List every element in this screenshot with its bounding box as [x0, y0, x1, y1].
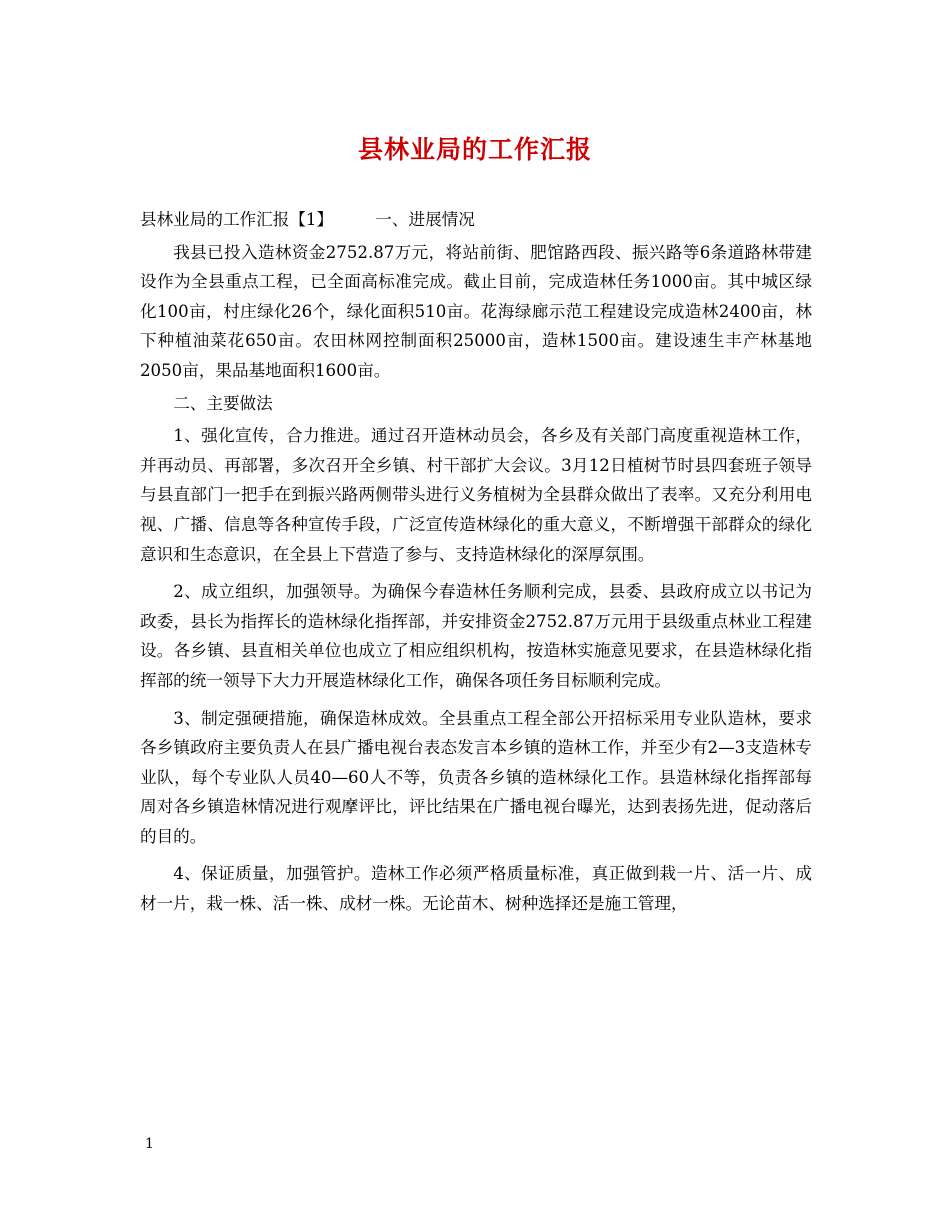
paragraph-quality: 4、保证质量，加强管护。造林工作必须严格质量标准，真正做到栽一片、活一片、成材一片，栽一株、活一株、成材一株。无论苗木、树种选择还是施工管理， [140, 864, 812, 914]
paragraph-measures: 3、制定强硬措施，确保造林成效。全县重点工程全部公开招标采用专业队造林，要求各乡镇政府主要负责人在县广播电视台表态发言本乡镇的造林工作，并至少有2—3支造林专业队，每个专业队人员40—60人不等，负责各乡镇的造林绿化工作。县造林绿化指挥部每周对各乡镇造林情况进行观摩评比，评比结果在广播电视台曝光，达到表扬先进，促动落后的目的。 [140, 708, 812, 846]
page-number: 1 [145, 1136, 154, 1152]
document-body [140, 205, 812, 919]
paragraph-publicity: 1、强化宣传，合力推进。通过召开造林动员会，各乡及有关部门高度重视造林工作，并再动员、再部署，多次召开全乡镇、村干部扩大会议。3月12日植树节时县四套班子领导与县直部门一把手在到振兴路两侧带头进行义务植树为全县群众做出了表率。又充分利用电视、广播、信息等各种宣传手段，广泛宣传造林绿化的重大意义，不断增强干部群众的绿化意识和生态意识，在全县上下营造了参与、支持造林绿化的深厚氛围。 [140, 426, 812, 564]
section1-heading: 一、进展情况 [375, 210, 475, 229]
paragraph-organization: 2、成立组织，加强领导。为确保今春造林任务顺利完成，县委、县政府成立以书记为政委，县长为指挥长的造林绿化指挥部，并安排资金2752.87万元用于县级重点林业工程建设。各乡镇、县直相关单位也成立了相应组织机构，按造林实施意见要求，在县造林绿化指挥部的统一领导下大力开展造林绿化工作，确保各项任务目标顺利完成。 [140, 582, 812, 690]
document-title: 县林业局的工作汇报 [357, 135, 592, 164]
section2-heading: 二、主要做法 [173, 393, 273, 413]
intro-heading: 县林业局的工作汇报【1】 [140, 210, 334, 229]
intro-line [140, 205, 812, 235]
paragraph-progress: 我县已投入造林资金2752.87万元，将站前街、肥馆路西段、振兴路等6条道路林带建设作为全县重点工程，已全面高标准完成。截止目前，完成造林任务1000亩。其中城区绿化100亩，村庄绿化26个，绿化面积510亩。花海绿廊示范工程建设完成造林2400亩，林下种植油菜花650亩。农田林网控制面积25000亩，造林1500亩。建设速生丰产林基地2050亩，果品基地面积1600亩。 [140, 242, 812, 380]
